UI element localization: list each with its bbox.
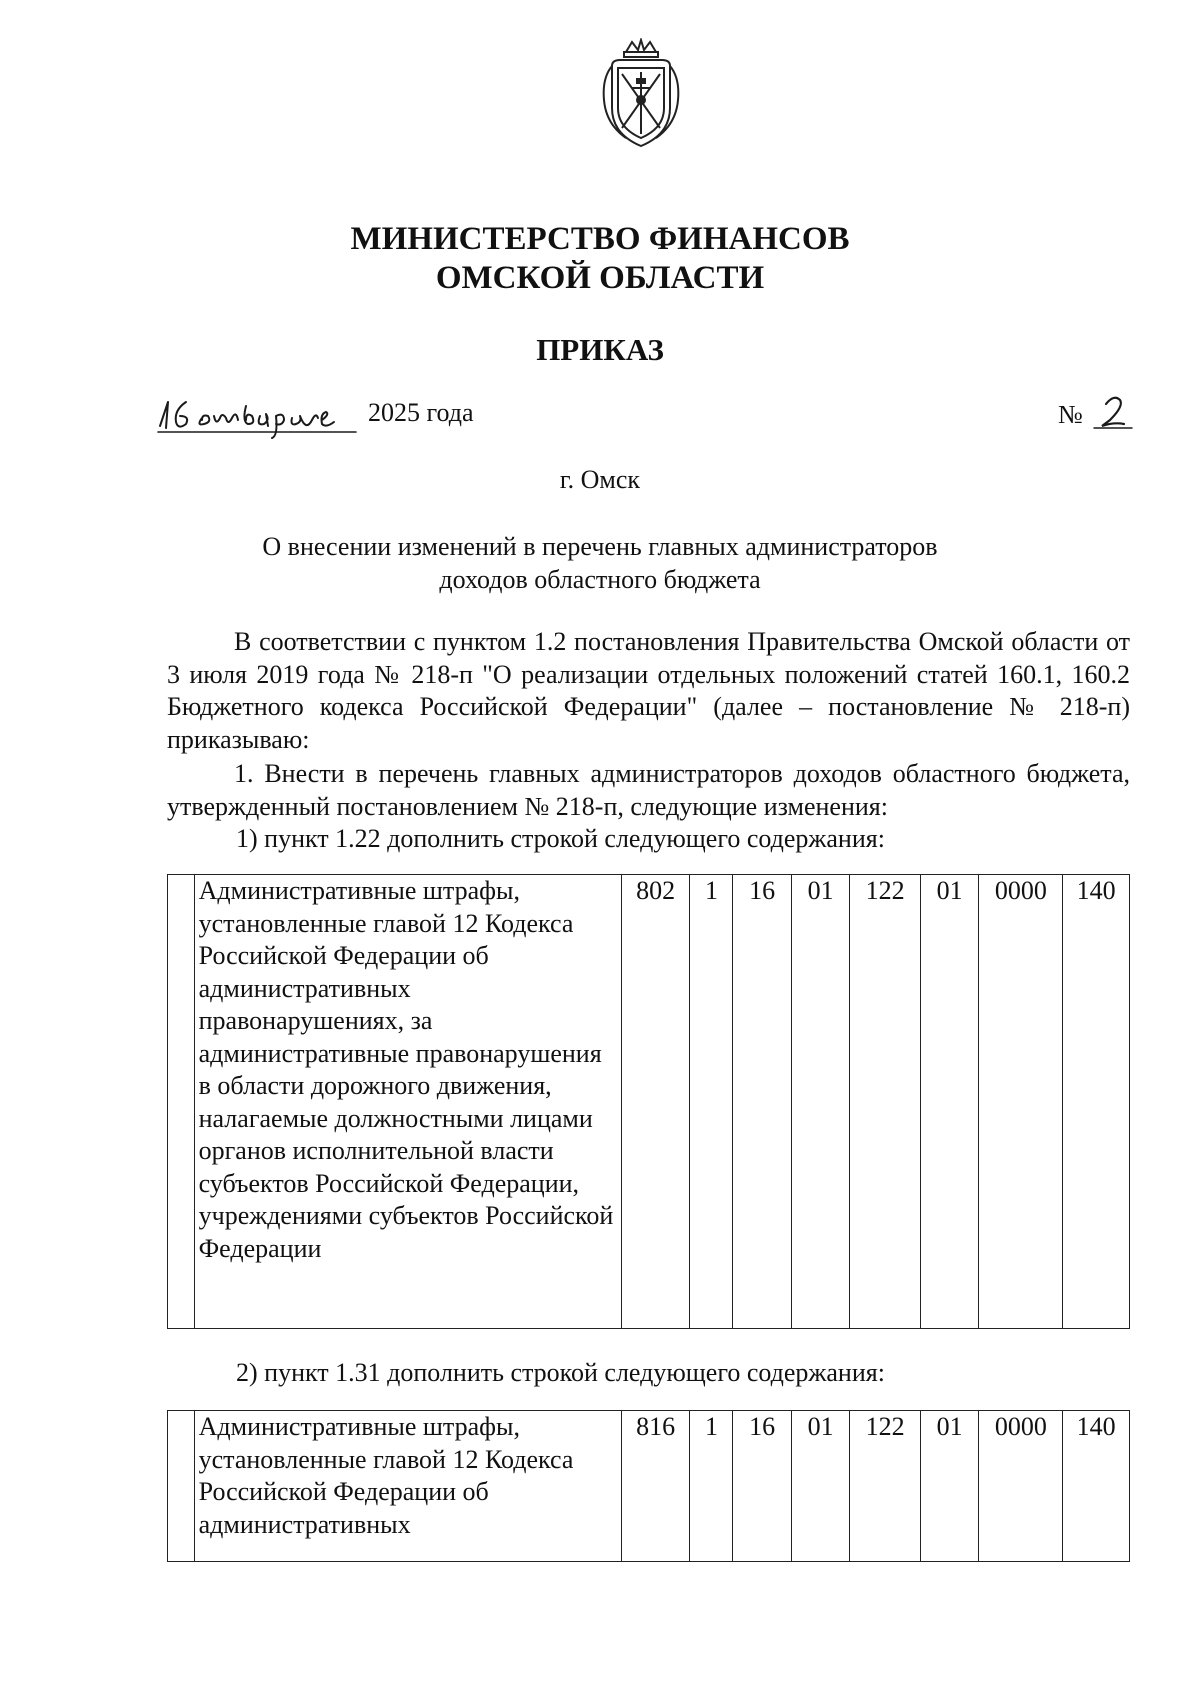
- ministry-name-line1: МИНИСТЕРСТВО ФИНАНСОВ: [350, 221, 850, 257]
- code-cell: 01: [791, 1411, 849, 1562]
- number-label: №: [1058, 400, 1083, 429]
- handwritten-date: [156, 392, 366, 442]
- date-year: 2025 года: [368, 398, 474, 427]
- table-row: [168, 1411, 1130, 1562]
- revenue-name-cell: Административные штрафы, установленные главой 12 Кодекса Российской Федерации об административных: [194, 1411, 621, 1562]
- code-cell: 1: [690, 1411, 733, 1562]
- code-cell: 01: [920, 1411, 978, 1562]
- revenue-code-table-1: [167, 874, 1130, 1329]
- code-cell: 802: [621, 875, 690, 1329]
- revenue-name-cell: Административные штрафы, установленные главой 12 Кодекса Российской Федерации об административных правонарушениях, за административные правонарушения в области дорожного движения, налагаемые должностными лицами органов исполнительной власти субъектов Российской Федерации, учреждениями субъектов Российской Федерации: [194, 875, 621, 1329]
- code-cell: 16: [733, 875, 791, 1329]
- code-cell: 122: [850, 875, 921, 1329]
- code-cell: 0000: [979, 875, 1063, 1329]
- empty-cell: [168, 875, 195, 1329]
- document-type-title: ПРИКАЗ: [536, 332, 664, 367]
- ministry-name-line2: ОМСКОЙ ОБЛАСТИ: [435, 260, 765, 296]
- order-clause-1: 1. Внести в перечень главных администраторов доходов областного бюджета, утвержденный постановлением № 218-п, следующие изменения:: [167, 759, 1130, 821]
- code-cell: 01: [920, 875, 978, 1329]
- city: г. Омск: [559, 465, 641, 494]
- preamble-paragraph: В соответствии с пунктом 1.2 постановления Правительства Омской области от 3 июля 2019 года № 218-п "О реализации отдельных положений статей 160.1, 160.2 Бюджетного кодекса Российской Федерации" (далее – постановление № 218-п) приказываю:: [167, 627, 1130, 754]
- code-cell: 122: [850, 1411, 921, 1562]
- subitem-2: 2) пункт 1.31 дополнить строкой следующего содержания:: [236, 1358, 885, 1387]
- code-cell: 01: [791, 875, 849, 1329]
- revenue-code-table-2: [167, 1410, 1130, 1562]
- handwritten-number: [1090, 392, 1136, 432]
- coat-of-arms-icon: [598, 38, 684, 152]
- code-cell: 816: [621, 1411, 690, 1562]
- table-row: [168, 875, 1130, 1329]
- subitem-1: 1) пункт 1.22 дополнить строкой следующего содержания:: [236, 824, 885, 853]
- code-cell: 140: [1063, 875, 1130, 1329]
- empty-cell: [168, 1411, 195, 1562]
- subject-line2: доходов областного бюджета: [439, 565, 761, 594]
- subject-line1: О внесении изменений в перечень главных администраторов: [262, 532, 938, 561]
- code-cell: 1: [690, 875, 733, 1329]
- code-cell: 0000: [979, 1411, 1063, 1562]
- code-cell: 140: [1063, 1411, 1130, 1562]
- code-cell: 16: [733, 1411, 791, 1562]
